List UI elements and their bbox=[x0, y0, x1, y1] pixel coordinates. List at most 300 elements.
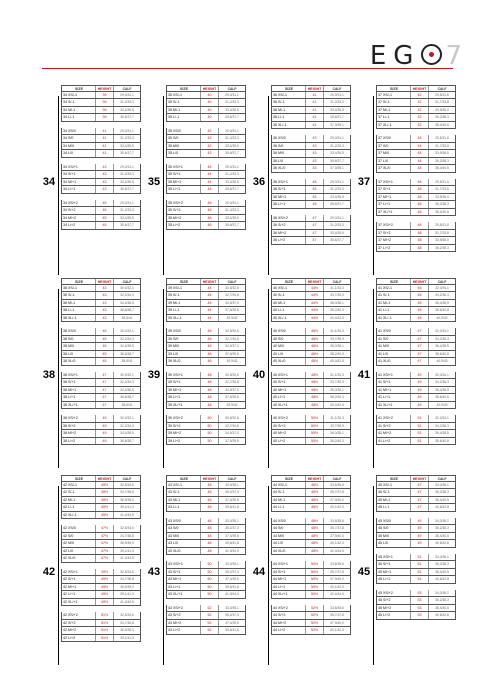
cell-height: 48 bbox=[411, 222, 429, 229]
cell-height: 51 bbox=[411, 423, 429, 430]
cell-height: 46 bbox=[201, 497, 219, 504]
cell-size: 37 XS/-1 bbox=[377, 92, 411, 99]
table-row bbox=[271, 584, 351, 592]
table-row bbox=[271, 194, 351, 202]
cell-size: 40 S/-1 bbox=[272, 292, 306, 299]
cell-height: 46 bbox=[201, 215, 219, 222]
table-row bbox=[166, 489, 246, 497]
table-row bbox=[376, 576, 456, 584]
header-size: SIZE bbox=[272, 279, 306, 284]
cell-height: 46½ bbox=[306, 351, 324, 358]
size-group-45 bbox=[355, 475, 460, 665]
cell-calf: 36,6/38,7 bbox=[120, 395, 134, 399]
cell-size: 40 L/+1 bbox=[272, 394, 306, 401]
cell-size: 34 M/+1 bbox=[62, 179, 96, 186]
cell-size: 43 XS/+1 bbox=[167, 561, 201, 568]
cell-height: 41 bbox=[96, 150, 114, 157]
cell-calf: 36,0/38,1 bbox=[330, 344, 344, 348]
cell-height: 52½ bbox=[306, 627, 324, 634]
table-row bbox=[271, 158, 351, 166]
header-height: HEIGHT bbox=[306, 86, 324, 91]
table-row bbox=[271, 482, 351, 490]
cell-calf: 38,2/40,3 bbox=[330, 351, 344, 356]
cell-calf: 31,2/33,3 bbox=[225, 172, 239, 176]
cell-size: 38 L/+1 bbox=[62, 394, 96, 401]
header-height: HEIGHT bbox=[201, 476, 219, 481]
cell-height: 48 bbox=[411, 230, 429, 237]
cell-calf: 33,9/36,0 bbox=[435, 151, 449, 155]
cell-size: 36 M/+1 bbox=[272, 194, 306, 201]
table-row bbox=[376, 107, 456, 115]
cell-height: 47 bbox=[306, 222, 324, 229]
group-number: 45 bbox=[357, 566, 371, 578]
cell-size: 38 S/+2 bbox=[62, 423, 96, 430]
cell-size: 35 L/+1 bbox=[167, 186, 201, 193]
cell-size: 38 XS/+2 bbox=[62, 415, 96, 422]
cell-height: 45 bbox=[96, 343, 114, 350]
cell-calf: 32,7/34,8 bbox=[225, 380, 239, 384]
table-row bbox=[271, 569, 351, 577]
cell-calf: 32,2/34,3 bbox=[120, 336, 134, 341]
table-row bbox=[61, 627, 141, 635]
table-row bbox=[166, 351, 246, 359]
table-row bbox=[376, 209, 456, 217]
cell-calf: 33,6/35,6 bbox=[330, 482, 344, 487]
size-group-35 bbox=[145, 85, 250, 275]
table-row bbox=[61, 533, 141, 541]
table-row bbox=[61, 292, 141, 300]
cell-size: 42 L/0 bbox=[62, 548, 96, 555]
cell-size: 45 L/-1 bbox=[377, 504, 411, 511]
size-group-34 bbox=[40, 85, 145, 275]
table-row bbox=[61, 135, 141, 143]
cell-calf: 36,4/38,5 bbox=[435, 387, 449, 392]
header-size: SIZE bbox=[272, 476, 306, 481]
cell-size: 37 L/+2 bbox=[377, 245, 411, 252]
cell-calf: 38,6/40,8 bbox=[435, 351, 449, 356]
cell-size: 43 XL/0 bbox=[167, 548, 201, 555]
cell-size: 38 M/0 bbox=[62, 343, 96, 350]
table-row bbox=[376, 489, 456, 497]
table-row bbox=[271, 179, 351, 187]
table-row bbox=[376, 158, 456, 166]
cell-calf: 33,4/35,5 bbox=[225, 143, 239, 148]
cell-size: 37 S/+2 bbox=[377, 230, 411, 237]
cell-size: 40 M/-1 bbox=[272, 300, 306, 307]
cell-height: 52½ bbox=[306, 620, 324, 627]
cell-calf: 30,0/32,1 bbox=[120, 329, 134, 333]
cell-height: 46 bbox=[201, 207, 219, 214]
cell-height: 42 bbox=[411, 122, 429, 129]
table-row bbox=[271, 489, 351, 497]
cell-calf: 34,2/36,3 bbox=[435, 336, 449, 341]
cell-size: 41 XL/+1 bbox=[377, 402, 411, 409]
table-row bbox=[61, 540, 141, 548]
cell-calf: 35,6/37,7 bbox=[120, 223, 134, 227]
table-row bbox=[61, 358, 141, 366]
table-row bbox=[61, 179, 141, 187]
table-row bbox=[376, 605, 456, 613]
cell-height: 44½ bbox=[306, 307, 324, 314]
size-group-36 bbox=[250, 85, 355, 275]
cell-size: 36 M/0 bbox=[272, 150, 306, 157]
cell-size: 38 S/-1 bbox=[62, 292, 96, 299]
header-size: SIZE bbox=[272, 86, 306, 91]
cell-height: 47 bbox=[96, 379, 114, 386]
group-bracket-line bbox=[163, 289, 164, 468]
cell-size: 36 S/+1 bbox=[272, 186, 306, 193]
table-row bbox=[166, 114, 246, 122]
cell-calf: 32,0/34,1 bbox=[435, 285, 449, 290]
cell-height: 41 bbox=[306, 107, 324, 114]
header-calf: CALF bbox=[227, 280, 237, 284]
table-row bbox=[61, 107, 141, 115]
cell-size: 39 XL/0 bbox=[167, 358, 201, 365]
table-row bbox=[61, 548, 141, 556]
size-group-39 bbox=[145, 278, 250, 468]
table-row bbox=[61, 285, 141, 293]
cell-calf: 31,2/33,3 bbox=[330, 187, 344, 191]
cell-size: 45 L/+1 bbox=[377, 576, 411, 583]
cell-height: 46 bbox=[201, 328, 219, 335]
table-row bbox=[61, 300, 141, 308]
cell-height: 48 bbox=[201, 548, 219, 555]
cell-size: 43 M/+1 bbox=[167, 576, 201, 583]
table-row bbox=[376, 343, 456, 351]
cell-height: 50½ bbox=[306, 438, 324, 445]
table-row bbox=[271, 150, 351, 158]
cell-height: 48½ bbox=[306, 548, 324, 555]
cell-size: 44 S/+2 bbox=[272, 612, 306, 619]
cell-size: 36 M/+2 bbox=[272, 230, 306, 237]
cell-height: 44 bbox=[201, 285, 219, 292]
table-row bbox=[166, 584, 246, 592]
header-height: HEIGHT bbox=[411, 86, 429, 91]
cell-calf: 34,4/36,5 bbox=[120, 431, 134, 435]
cell-calf: 40,6/42,8 bbox=[435, 541, 449, 545]
cell-size: 44 M/-1 bbox=[272, 497, 306, 504]
cell-size: 38 M/+2 bbox=[62, 430, 96, 437]
group-number: 40 bbox=[252, 369, 266, 381]
table-row bbox=[61, 620, 141, 628]
table-row bbox=[271, 605, 351, 613]
cell-calf: 36,6/38,7 bbox=[120, 438, 134, 443]
cell-size: 39 XS/+1 bbox=[167, 372, 201, 379]
cell-height: 50 bbox=[201, 561, 219, 568]
table-row bbox=[61, 430, 141, 438]
header-calf: CALF bbox=[332, 477, 342, 481]
cell-calf: 29,0/31,1 bbox=[225, 164, 239, 169]
table-row bbox=[271, 186, 351, 194]
cell-size: 38 M/+1 bbox=[62, 387, 96, 394]
cell-calf: 30,0/32,1 bbox=[120, 372, 134, 377]
cell-calf: 41,9/44,0 bbox=[225, 548, 239, 553]
size-table bbox=[166, 85, 246, 230]
cell-size: 38 XL/0 bbox=[62, 358, 96, 365]
cell-height: 45 bbox=[96, 222, 114, 229]
cell-height: 46 bbox=[201, 200, 219, 207]
cell-size: 38 S/+1 bbox=[62, 379, 96, 386]
cell-calf: 34,9/37,0 bbox=[225, 387, 239, 392]
cell-calf: 36,2/38,3 bbox=[435, 245, 449, 250]
cell-height: 43 bbox=[96, 171, 114, 178]
cell-size: 44 XS/+2 bbox=[272, 605, 306, 612]
header-size: SIZE bbox=[62, 279, 96, 284]
cell-size: 41 M/-1 bbox=[377, 300, 411, 307]
cell-calf: 33,4/35,5 bbox=[330, 107, 344, 112]
cell-calf: 36,2/38,3 bbox=[435, 202, 449, 206]
cell-size: 44 L/-1 bbox=[272, 504, 306, 511]
table-row bbox=[271, 230, 351, 238]
cell-calf: 40,4/42,5 bbox=[330, 402, 344, 407]
cell-size: 38 S/0 bbox=[62, 336, 96, 343]
cell-calf: 34,7/36,8 bbox=[120, 577, 134, 581]
cell-size: 40 L/0 bbox=[272, 351, 306, 358]
cell-calf: 39,9/42 bbox=[226, 315, 238, 320]
cell-size: 43 S/0 bbox=[167, 525, 201, 532]
table-row bbox=[61, 207, 141, 215]
cell-size: 39 S/0 bbox=[167, 336, 201, 343]
table-row bbox=[61, 351, 141, 359]
cell-calf: 33,6/35,6 bbox=[330, 605, 344, 610]
table-row bbox=[166, 300, 246, 308]
cell-height: 46½ bbox=[306, 482, 324, 489]
table-row bbox=[61, 186, 141, 194]
cell-calf: 32,5/34,6 bbox=[120, 613, 134, 617]
cell-size: 39 S/+1 bbox=[167, 379, 201, 386]
group-bracket-line bbox=[58, 96, 59, 275]
cell-height: 45½ bbox=[96, 512, 114, 519]
cell-size: 39 L/+1 bbox=[167, 394, 201, 401]
cell-height: 45 bbox=[306, 194, 324, 201]
cell-calf: 31,7/33,8 bbox=[435, 100, 449, 104]
cell-size: 34 XS/+2 bbox=[62, 200, 96, 207]
cell-height: 51½ bbox=[96, 620, 114, 627]
cell-height: 49 bbox=[411, 372, 429, 379]
table-row bbox=[61, 415, 141, 423]
cell-size: 36 L/-1 bbox=[272, 114, 306, 121]
cell-calf: 39,9/42 bbox=[226, 402, 238, 407]
cell-height: 44½ bbox=[306, 292, 324, 299]
cell-size: 44 L/+2 bbox=[272, 627, 306, 634]
cell-size: 35 L/0 bbox=[167, 150, 201, 157]
cell-calf: 33,4/35,5 bbox=[120, 107, 134, 112]
cell-height: 50 bbox=[201, 415, 219, 422]
header-size: SIZE bbox=[167, 279, 201, 284]
cell-calf: 33,4/35,5 bbox=[225, 179, 239, 184]
table-row bbox=[61, 599, 141, 607]
cell-height: 46½ bbox=[306, 489, 324, 496]
header-height: HEIGHT bbox=[411, 476, 429, 481]
table-row bbox=[61, 555, 141, 563]
cell-height: 45 bbox=[306, 201, 324, 208]
cell-height: 47 bbox=[411, 328, 429, 335]
cell-size: 38 L/0 bbox=[62, 351, 96, 358]
cell-calf: 35,6/37,7 bbox=[330, 238, 344, 242]
cell-height: 49 bbox=[411, 394, 429, 401]
table-row bbox=[376, 351, 456, 359]
size-group-42 bbox=[40, 475, 145, 665]
cell-calf: 31,7/33,8 bbox=[435, 143, 449, 148]
cell-size: 36 L/+1 bbox=[272, 201, 306, 208]
cell-size: 43 L/+2 bbox=[167, 627, 201, 634]
header-size: SIZE bbox=[377, 86, 411, 91]
cell-height: 48½ bbox=[306, 540, 324, 547]
cell-height: 46½ bbox=[306, 358, 324, 365]
cell-height: 49½ bbox=[96, 599, 114, 606]
table-row bbox=[376, 423, 456, 431]
cell-calf: 40,9/43 bbox=[436, 315, 448, 320]
cell-height: 47 bbox=[411, 482, 429, 489]
cell-calf: 38,4/40,5 bbox=[435, 533, 449, 538]
cell-height: 42 bbox=[201, 150, 219, 157]
table-row bbox=[166, 497, 246, 505]
cell-height: 48 bbox=[201, 540, 219, 547]
cell-height: 47½ bbox=[96, 533, 114, 540]
size-band bbox=[40, 475, 460, 665]
cell-calf: 33,4/35,5 bbox=[330, 230, 344, 235]
cell-calf: 38,8/41 bbox=[121, 402, 133, 407]
group-number: 34 bbox=[42, 176, 56, 188]
cell-size: 36 S/0 bbox=[272, 143, 306, 150]
cell-calf: 39,1/41,3 bbox=[120, 635, 134, 640]
table-row bbox=[166, 328, 246, 336]
cell-calf: 34,7/36,8 bbox=[120, 620, 134, 625]
cell-height: 46 bbox=[201, 489, 219, 496]
cell-size: 40 XS/+2 bbox=[272, 415, 306, 422]
logo-number: 7 bbox=[445, 41, 469, 71]
cell-height: 46½ bbox=[306, 343, 324, 350]
table-row bbox=[166, 540, 246, 548]
cell-calf: 30,5/32,6 bbox=[225, 372, 239, 377]
cell-height: 47 bbox=[411, 336, 429, 343]
table-row bbox=[166, 285, 246, 293]
cell-calf: 33,4/35,5 bbox=[225, 215, 239, 220]
cell-size: 35 S/-1 bbox=[167, 99, 201, 106]
cell-size: 39 XL/-1 bbox=[167, 315, 201, 322]
cell-size: 43 M/-1 bbox=[167, 497, 201, 504]
cell-calf: 42,4/44,5 bbox=[330, 592, 344, 596]
cell-size: 41 XL/-1 bbox=[377, 315, 411, 322]
cell-calf: 40,1/42,3 bbox=[330, 505, 344, 509]
cell-calf: 35,7/37,8 bbox=[330, 490, 344, 494]
cell-height: 48½ bbox=[306, 387, 324, 394]
cell-size: 45 S/0 bbox=[377, 525, 411, 532]
cell-calf: 31,2/33,3 bbox=[330, 143, 344, 148]
cell-height: 49 bbox=[411, 387, 429, 394]
table-row bbox=[271, 358, 351, 366]
cell-calf: 38,2/40,3 bbox=[330, 308, 344, 312]
cell-height: 43 bbox=[96, 179, 114, 186]
cell-height: 47½ bbox=[96, 540, 114, 547]
cell-height: 51 bbox=[411, 576, 429, 583]
table-row bbox=[271, 285, 351, 293]
cell-size: 42 XS/+1 bbox=[62, 569, 96, 576]
cell-calf: 32,5/34,6 bbox=[120, 482, 134, 487]
cell-height: 44 bbox=[201, 179, 219, 186]
table-row bbox=[61, 343, 141, 351]
size-table bbox=[166, 278, 246, 445]
table-row bbox=[166, 438, 246, 446]
cell-size: 43 S/-1 bbox=[167, 489, 201, 496]
table-row bbox=[61, 482, 141, 490]
table-row bbox=[166, 343, 246, 351]
cell-size: 34 S/+1 bbox=[62, 171, 96, 178]
cell-calf: 37,6/39,8 bbox=[225, 395, 239, 399]
cell-size: 37 S/-1 bbox=[377, 99, 411, 106]
cell-size: 40 M/+1 bbox=[272, 387, 306, 394]
cell-height: 44 bbox=[201, 315, 219, 322]
cell-calf: 35,2/37,3 bbox=[225, 490, 239, 494]
cell-height: 44½ bbox=[306, 300, 324, 307]
size-group-37 bbox=[355, 85, 460, 275]
cell-calf: 34,7/36,8 bbox=[120, 533, 134, 538]
cell-height: 42 bbox=[201, 128, 219, 135]
cell-size: 41 L/0 bbox=[377, 351, 411, 358]
table-row bbox=[271, 612, 351, 620]
table-row bbox=[376, 482, 456, 490]
table-row bbox=[376, 336, 456, 344]
table-row bbox=[61, 150, 141, 158]
cell-size: 44 XS/+1 bbox=[272, 561, 306, 568]
cell-calf: 34,2/36,3 bbox=[435, 293, 449, 297]
cell-size: 35 XS/+2 bbox=[167, 200, 201, 207]
cell-calf: 33,7/35,9 bbox=[330, 336, 344, 341]
cell-size: 40 L/+2 bbox=[272, 438, 306, 445]
cell-calf: 33,9/36,0 bbox=[435, 107, 449, 112]
cell-calf: 35,6/37,7 bbox=[330, 158, 344, 163]
cell-calf: 35,7/37,8 bbox=[330, 613, 344, 617]
cell-height: 45 bbox=[411, 307, 429, 314]
size-table bbox=[271, 278, 351, 445]
table-row bbox=[271, 423, 351, 431]
group-bracket-line bbox=[373, 486, 374, 665]
header-height: HEIGHT bbox=[411, 279, 429, 284]
cell-size: 45 M/0 bbox=[377, 533, 411, 540]
cell-height: 49 bbox=[96, 415, 114, 422]
cell-size: 41 L/+2 bbox=[377, 438, 411, 445]
cell-calf: 38,4/40,5 bbox=[435, 497, 449, 502]
table-row bbox=[376, 590, 456, 598]
table-row bbox=[61, 591, 141, 599]
cell-size: 44 M/0 bbox=[272, 533, 306, 540]
table-row bbox=[166, 292, 246, 300]
cell-calf: 33,9/36,0 bbox=[435, 194, 449, 199]
cell-size: 37 S/+1 bbox=[377, 186, 411, 193]
header-size: SIZE bbox=[167, 86, 201, 91]
cell-height: 45 bbox=[96, 351, 114, 358]
table-row bbox=[376, 99, 456, 107]
table-row bbox=[376, 292, 456, 300]
table-row bbox=[61, 171, 141, 179]
cell-size: 35 M/+2 bbox=[167, 215, 201, 222]
cell-calf: 31,2/33,3 bbox=[120, 208, 134, 212]
table-row bbox=[61, 99, 141, 107]
cell-size: 42 S/+2 bbox=[62, 620, 96, 627]
cell-size: 34 S/-1 bbox=[62, 99, 96, 106]
table-row bbox=[271, 533, 351, 541]
cell-height: 42 bbox=[411, 99, 429, 106]
cell-size: 34 S/+2 bbox=[62, 207, 96, 214]
table-row bbox=[376, 237, 456, 245]
cell-height: 48 bbox=[411, 245, 429, 252]
cell-calf: 37,6/39,8 bbox=[225, 438, 239, 443]
cell-height: 43 bbox=[96, 307, 114, 314]
group-number: 36 bbox=[252, 176, 266, 188]
table-row bbox=[166, 482, 246, 490]
cell-height: 46 bbox=[201, 222, 219, 229]
cell-calf: 30,5/32,6 bbox=[225, 416, 239, 420]
